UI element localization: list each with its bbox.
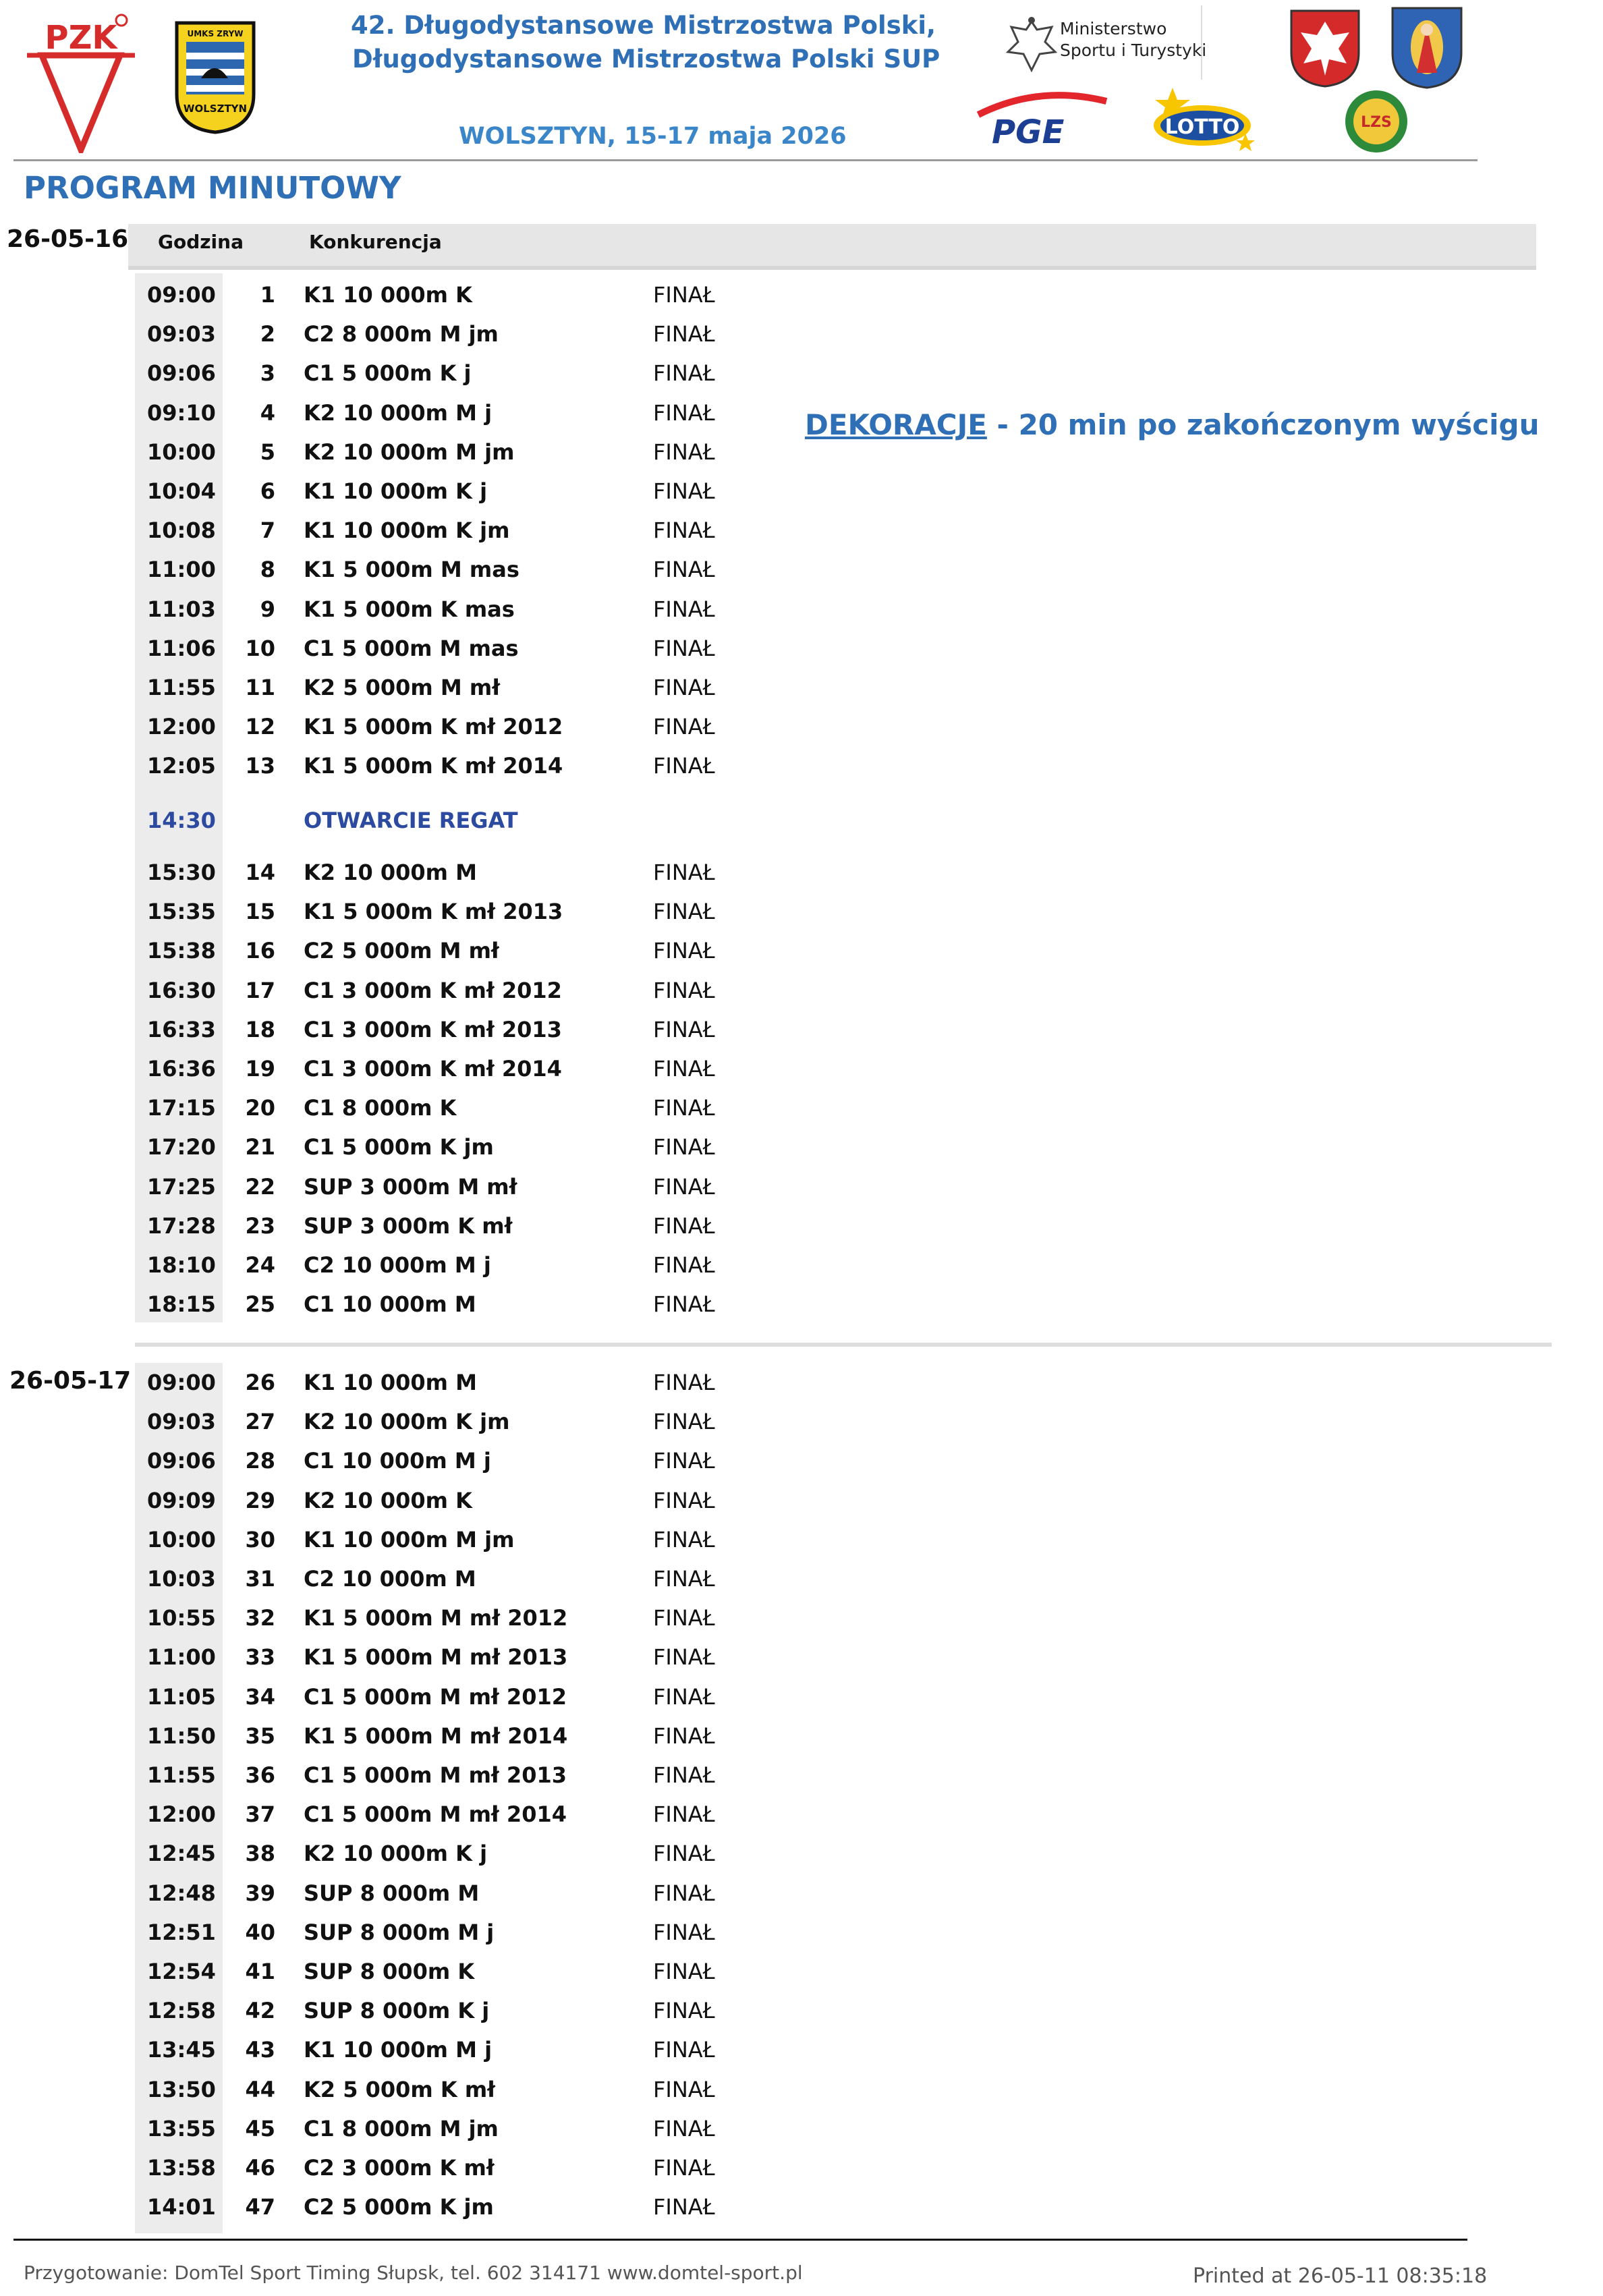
race-event: SUP 8 000m K j	[304, 1998, 490, 2024]
race-row	[0, 431, 877, 470]
race-row	[0, 1048, 877, 1087]
race-time: 15:35	[147, 899, 216, 925]
race-number: 1	[260, 282, 275, 308]
race-event: K1 10 000m M	[304, 1370, 477, 1395]
race-event: C2 5 000m M mł	[304, 938, 499, 964]
race-number: 2	[260, 321, 275, 347]
race-time: 13:50	[147, 2076, 216, 2102]
race-phase: FINAŁ	[653, 1959, 715, 1984]
race-event: C2 3 000m K mł	[304, 2155, 495, 2181]
club-logo-graphic	[174, 20, 256, 135]
race-number: 22	[245, 1173, 275, 1200]
lotto-logo-graphic	[1147, 86, 1255, 154]
special-event-row	[0, 800, 877, 839]
race-time: 11:05	[147, 1683, 216, 1710]
race-time: 10:03	[147, 1566, 216, 1592]
race-event: SUP 3 000m K mł	[304, 1212, 513, 1239]
race-event: C1 5 000m M mas	[304, 635, 519, 661]
race-event: K1 5 000m M mł 2013	[304, 1644, 568, 1671]
madonna-shield-icon	[1390, 5, 1464, 90]
day-separator	[135, 1343, 1552, 1347]
race-number: 36	[245, 1762, 275, 1788]
race-row	[0, 1676, 877, 1715]
race-time: 18:10	[147, 1252, 216, 1278]
ministry-line2: Sportu i Turystyki	[1060, 40, 1207, 60]
pge-logo	[972, 88, 1113, 148]
race-phase: FINAŁ	[653, 1723, 715, 1749]
race-phase: FINAŁ	[653, 321, 715, 347]
race-event: K1 10 000m M j	[304, 2037, 493, 2063]
race-time: 17:25	[147, 1173, 216, 1200]
race-row	[0, 313, 877, 352]
race-phase: FINAŁ	[653, 1566, 715, 1592]
race-time: 16:33	[147, 1016, 216, 1042]
day1-date: 26-05-16	[7, 225, 129, 253]
race-phase: FINAŁ	[653, 282, 715, 308]
race-number: 11	[245, 675, 275, 700]
race-row	[0, 470, 877, 509]
race-number: 38	[245, 1841, 275, 1867]
race-phase: FINAŁ	[653, 2155, 715, 2181]
race-row	[0, 1401, 877, 1440]
club-logo-top-text: UMKS ZRYW	[187, 29, 244, 38]
race-number: 18	[245, 1016, 275, 1042]
lzs-logo-graphic	[1343, 88, 1410, 155]
race-number: 25	[245, 1291, 275, 1318]
race-number: 43	[245, 2037, 275, 2063]
race-row	[0, 2186, 877, 2225]
race-row	[0, 1793, 877, 1832]
footer-divider	[13, 2239, 1467, 2241]
race-phase: FINAŁ	[653, 1212, 715, 1239]
race-row	[0, 1990, 877, 2029]
race-time: 11:55	[147, 675, 216, 700]
race-number: 29	[245, 1487, 275, 1513]
race-phase: FINAŁ	[653, 2037, 715, 2063]
race-phase: FINAŁ	[653, 439, 715, 465]
race-row	[0, 745, 877, 784]
race-event: K2 5 000m K mł	[304, 2076, 496, 2102]
race-row	[0, 970, 877, 1009]
race-time: 10:08	[147, 517, 216, 544]
race-event: C1 10 000m M	[304, 1291, 476, 1318]
race-phase: FINAŁ	[653, 2076, 715, 2102]
race-phase: FINAŁ	[653, 938, 715, 964]
race-event: K2 5 000m M mł	[304, 675, 501, 700]
column-header-time: Godzina	[158, 231, 244, 253]
race-event: SUP 8 000m M j	[304, 1919, 495, 1945]
race-phase: FINAŁ	[653, 596, 715, 622]
special-event-name: OTWARCIE REGAT	[304, 808, 518, 833]
race-phase: FINAŁ	[653, 1526, 715, 1552]
race-time: 17:28	[147, 1212, 216, 1239]
footer-prepared-by: Przygotowanie: DomTel Sport Timing Słupsk, tel. 602 314171 www.domtel-sport.pl	[24, 2262, 803, 2284]
event-title-line1: 42. Długodystansowe Mistrzostwa Polski,	[351, 11, 936, 40]
event-title-line2: Długodystansowe Mistrzostwa Polski SUP	[352, 45, 940, 74]
race-event: K1 10 000m K jm	[304, 517, 510, 544]
decoration-note	[805, 408, 1540, 441]
race-number: 8	[260, 557, 275, 583]
race-phase: FINAŁ	[653, 635, 715, 661]
race-row	[0, 1715, 877, 1754]
ministry-logo	[1002, 5, 1207, 80]
race-time: 12:58	[147, 1998, 216, 2024]
race-phase: FINAŁ	[653, 860, 715, 885]
race-event: SUP 8 000m K	[304, 1959, 475, 1984]
race-time: 13:58	[147, 2155, 216, 2181]
race-number: 7	[260, 517, 275, 544]
race-number: 9	[260, 596, 275, 622]
race-event: K2 10 000m M jm	[304, 439, 515, 465]
lotto-logo	[1147, 86, 1255, 154]
race-number: 45	[245, 2115, 275, 2141]
pzk-logo-graphic	[27, 8, 135, 153]
club-logo-bottom-text: WOLSZTYN	[183, 103, 248, 115]
race-time: 11:03	[147, 596, 216, 622]
race-phase: FINAŁ	[653, 360, 715, 387]
race-number: 14	[245, 860, 275, 885]
race-row	[0, 509, 877, 549]
race-time: 09:03	[147, 321, 216, 347]
decoration-note-link[interactable]: DEKORACJE	[805, 408, 987, 441]
race-time: 09:00	[147, 282, 216, 308]
race-event: C1 5 000m K j	[304, 360, 472, 387]
race-phase: FINAŁ	[653, 1370, 715, 1395]
race-time: 13:45	[147, 2037, 216, 2063]
race-row	[0, 1166, 877, 1205]
race-time: 09:03	[147, 1409, 216, 1435]
race-row	[0, 1636, 877, 1675]
day2-date: 26-05-17	[9, 1367, 132, 1395]
race-time: 15:38	[147, 938, 216, 964]
race-event: K1 5 000m K mł 2014	[304, 753, 563, 779]
race-row	[0, 1754, 877, 1793]
race-time: 12:54	[147, 1959, 216, 1984]
race-time: 09:06	[147, 1448, 216, 1474]
race-time: 17:20	[147, 1134, 216, 1160]
race-phase: FINAŁ	[653, 1134, 715, 1160]
race-time: 11:00	[147, 1644, 216, 1671]
county-coat-of-arms	[1390, 5, 1464, 90]
race-row	[0, 706, 877, 745]
race-event: K2 10 000m K j	[304, 1841, 488, 1867]
race-event: C1 8 000m K	[304, 1095, 457, 1121]
race-event: C1 5 000m K jm	[304, 1134, 494, 1160]
race-row	[0, 549, 877, 588]
race-number: 44	[245, 2076, 275, 2102]
race-time: 10:00	[147, 1526, 216, 1552]
race-row	[0, 1087, 877, 1126]
pzk-logo-text: PZK	[45, 19, 117, 57]
column-header-event: Konkurencja	[309, 231, 442, 253]
race-time: 12:51	[147, 1919, 216, 1945]
race-phase: FINAŁ	[653, 557, 715, 583]
race-phase: FINAŁ	[653, 1919, 715, 1945]
race-event: C1 5 000m M mł 2014	[304, 1801, 567, 1828]
race-phase: FINAŁ	[653, 1801, 715, 1828]
race-time: 12:00	[147, 714, 216, 740]
footer-printed-at: Printed at 26-05-11 08:35:18	[1193, 2264, 1488, 2288]
race-event: C2 5 000m K jm	[304, 2194, 494, 2220]
race-event: C1 8 000m M jm	[304, 2115, 499, 2141]
race-time: 10:55	[147, 1605, 216, 1631]
race-row	[0, 2069, 877, 2108]
race-phase: FINAŁ	[653, 1016, 715, 1042]
race-time: 11:06	[147, 635, 216, 661]
race-number: 47	[245, 2194, 275, 2220]
race-event: C1 10 000m M j	[304, 1448, 491, 1474]
lzs-logo-text: LZS	[1361, 114, 1392, 131]
race-time: 15:30	[147, 860, 216, 885]
race-row	[0, 930, 877, 969]
race-row	[0, 1832, 877, 1872]
race-event: SUP 3 000m M mł	[304, 1173, 517, 1200]
race-event: K1 10 000m M jm	[304, 1526, 515, 1552]
race-number: 37	[245, 1801, 275, 1828]
race-number: 40	[245, 1919, 275, 1945]
race-event: K1 5 000m M mł 2012	[304, 1605, 568, 1631]
race-event: C1 5 000m M mł 2013	[304, 1762, 567, 1788]
race-row	[0, 2147, 877, 2186]
race-number: 20	[245, 1095, 275, 1121]
race-row	[0, 627, 877, 667]
race-number: 31	[245, 1566, 275, 1592]
column-header-shadow	[128, 266, 1536, 270]
race-row	[0, 1872, 877, 1911]
race-time: 12:48	[147, 1880, 216, 1906]
race-event: K1 5 000m K mas	[304, 596, 515, 622]
race-event: C1 3 000m K mł 2013	[304, 1016, 562, 1042]
race-row	[0, 1205, 877, 1244]
race-time: 10:04	[147, 478, 216, 504]
eagle-icon	[1005, 15, 1059, 76]
race-row	[0, 667, 877, 706]
pge-logo-graphic	[972, 88, 1113, 148]
race-row	[0, 1951, 877, 1990]
race-number: 33	[245, 1644, 275, 1671]
race-event: K2 10 000m K	[304, 1487, 472, 1513]
race-phase: FINAŁ	[653, 2115, 715, 2141]
race-time: 09:09	[147, 1487, 216, 1513]
program-title: PROGRAM MINUTOWY	[24, 170, 401, 206]
race-time: 14:01	[147, 2194, 216, 2220]
race-phase: FINAŁ	[653, 1056, 715, 1082]
race-number: 10	[245, 635, 275, 661]
race-row	[0, 1440, 877, 1479]
race-phase: FINAŁ	[653, 1252, 715, 1278]
race-time: 10:00	[147, 439, 216, 465]
race-number: 26	[245, 1370, 275, 1395]
race-phase: FINAŁ	[653, 1762, 715, 1788]
race-time: 13:55	[147, 2115, 216, 2141]
race-row	[0, 1480, 877, 1519]
race-time: 18:15	[147, 1291, 216, 1318]
race-number: 46	[245, 2155, 275, 2181]
race-event: K1 5 000m M mas	[304, 557, 519, 583]
race-time: 17:15	[147, 1095, 216, 1121]
race-number: 35	[245, 1723, 275, 1749]
race-time: 12:45	[147, 1841, 216, 1867]
race-event: K1 10 000m K j	[304, 478, 488, 504]
race-phase: FINAŁ	[653, 1644, 715, 1671]
race-number: 6	[260, 478, 275, 504]
race-number: 34	[245, 1683, 275, 1710]
race-time: 09:06	[147, 360, 216, 387]
race-phase: FINAŁ	[653, 2194, 715, 2220]
race-time: 11:55	[147, 1762, 216, 1788]
race-row	[0, 851, 877, 891]
race-number: 17	[245, 977, 275, 1003]
race-phase: FINAŁ	[653, 714, 715, 740]
red-eagle-shield-icon	[1289, 8, 1361, 88]
race-event: C2 8 000m M jm	[304, 321, 499, 347]
race-phase: FINAŁ	[653, 899, 715, 925]
race-time: 11:00	[147, 557, 216, 583]
lotto-logo-text: LOTTO	[1164, 115, 1240, 139]
race-phase: FINAŁ	[653, 1487, 715, 1513]
race-event: C1 3 000m K mł 2014	[304, 1056, 562, 1082]
race-time: 11:50	[147, 1723, 216, 1749]
race-number: 19	[245, 1056, 275, 1082]
race-number: 30	[245, 1526, 275, 1552]
race-time: 12:05	[147, 753, 216, 779]
race-event: K1 5 000m M mł 2014	[304, 1723, 568, 1749]
race-row	[0, 1244, 877, 1283]
race-event: K2 10 000m M	[304, 860, 477, 885]
race-row	[0, 1362, 877, 1401]
race-number: 42	[245, 1998, 275, 2024]
race-number: 13	[245, 753, 275, 779]
race-event: C2 10 000m M j	[304, 1252, 491, 1278]
race-event: C1 5 000m M mł 2012	[304, 1683, 567, 1710]
race-event: SUP 8 000m M	[304, 1880, 480, 1906]
race-row	[0, 2108, 877, 2147]
lzs-logo	[1343, 88, 1410, 155]
race-number: 27	[245, 1409, 275, 1435]
pge-logo-text: PGE	[992, 113, 1065, 148]
ministry-line1: Ministerstwo	[1060, 19, 1167, 38]
race-time: 12:00	[147, 1801, 216, 1828]
race-event: K1 5 000m K mł 2012	[304, 714, 563, 740]
race-row	[0, 1519, 877, 1558]
race-phase: FINAŁ	[653, 1998, 715, 2024]
race-number: 5	[260, 439, 275, 465]
race-phase: FINAŁ	[653, 675, 715, 700]
race-phase: FINAŁ	[653, 517, 715, 544]
race-phase: FINAŁ	[653, 1880, 715, 1906]
race-phase: FINAŁ	[653, 1448, 715, 1474]
race-number: 15	[245, 899, 275, 925]
race-phase: FINAŁ	[653, 1605, 715, 1631]
race-number: 21	[245, 1134, 275, 1160]
race-event: K1 5 000m K mł 2013	[304, 899, 563, 925]
race-number: 32	[245, 1605, 275, 1631]
race-row	[0, 1911, 877, 1951]
race-time: 14:30	[147, 808, 216, 833]
race-row	[0, 1558, 877, 1597]
decoration-note-text: - 20 min po zakończonym wyścigu	[986, 408, 1540, 441]
race-number: 3	[260, 360, 275, 387]
race-number: 12	[245, 714, 275, 740]
race-time: 16:30	[147, 977, 216, 1003]
header-divider	[13, 159, 1478, 161]
race-event: C2 10 000m M	[304, 1566, 476, 1592]
race-row	[0, 1126, 877, 1165]
race-number: 23	[245, 1212, 275, 1239]
race-row	[0, 588, 877, 627]
race-phase: FINAŁ	[653, 478, 715, 504]
club-logo	[174, 20, 256, 135]
race-event: K2 10 000m M j	[304, 399, 493, 426]
race-event: C1 3 000m K mł 2012	[304, 977, 562, 1003]
race-row	[0, 2029, 877, 2068]
city-coat-of-arms	[1289, 8, 1361, 88]
race-time: 09:10	[147, 399, 216, 426]
race-number: 4	[260, 399, 275, 426]
race-phase: FINAŁ	[653, 1841, 715, 1867]
race-event: K1 10 000m K	[304, 282, 472, 308]
event-venue: WOLSZTYN, 15-17 maja 2026	[459, 123, 847, 150]
race-row	[0, 274, 877, 313]
race-phase: FINAŁ	[653, 1683, 715, 1710]
race-phase: FINAŁ	[653, 753, 715, 779]
race-row	[0, 392, 877, 431]
race-number: 28	[245, 1448, 275, 1474]
race-phase: FINAŁ	[653, 1409, 715, 1435]
race-phase: FINAŁ	[653, 1291, 715, 1318]
race-row	[0, 1009, 877, 1048]
race-row	[0, 1597, 877, 1636]
race-time: 09:00	[147, 1370, 216, 1395]
race-phase: FINAŁ	[653, 977, 715, 1003]
race-time: 16:36	[147, 1056, 216, 1082]
pzk-logo	[27, 8, 135, 153]
race-number: 24	[245, 1252, 275, 1278]
race-number: 41	[245, 1959, 275, 1984]
race-phase: FINAŁ	[653, 399, 715, 426]
race-phase: FINAŁ	[653, 1095, 715, 1121]
race-row	[0, 1283, 877, 1322]
race-row	[0, 352, 877, 391]
race-event: K2 10 000m K jm	[304, 1409, 510, 1435]
race-row	[0, 891, 877, 930]
race-number: 16	[245, 938, 275, 964]
race-phase: FINAŁ	[653, 1173, 715, 1200]
race-number: 39	[245, 1880, 275, 1906]
